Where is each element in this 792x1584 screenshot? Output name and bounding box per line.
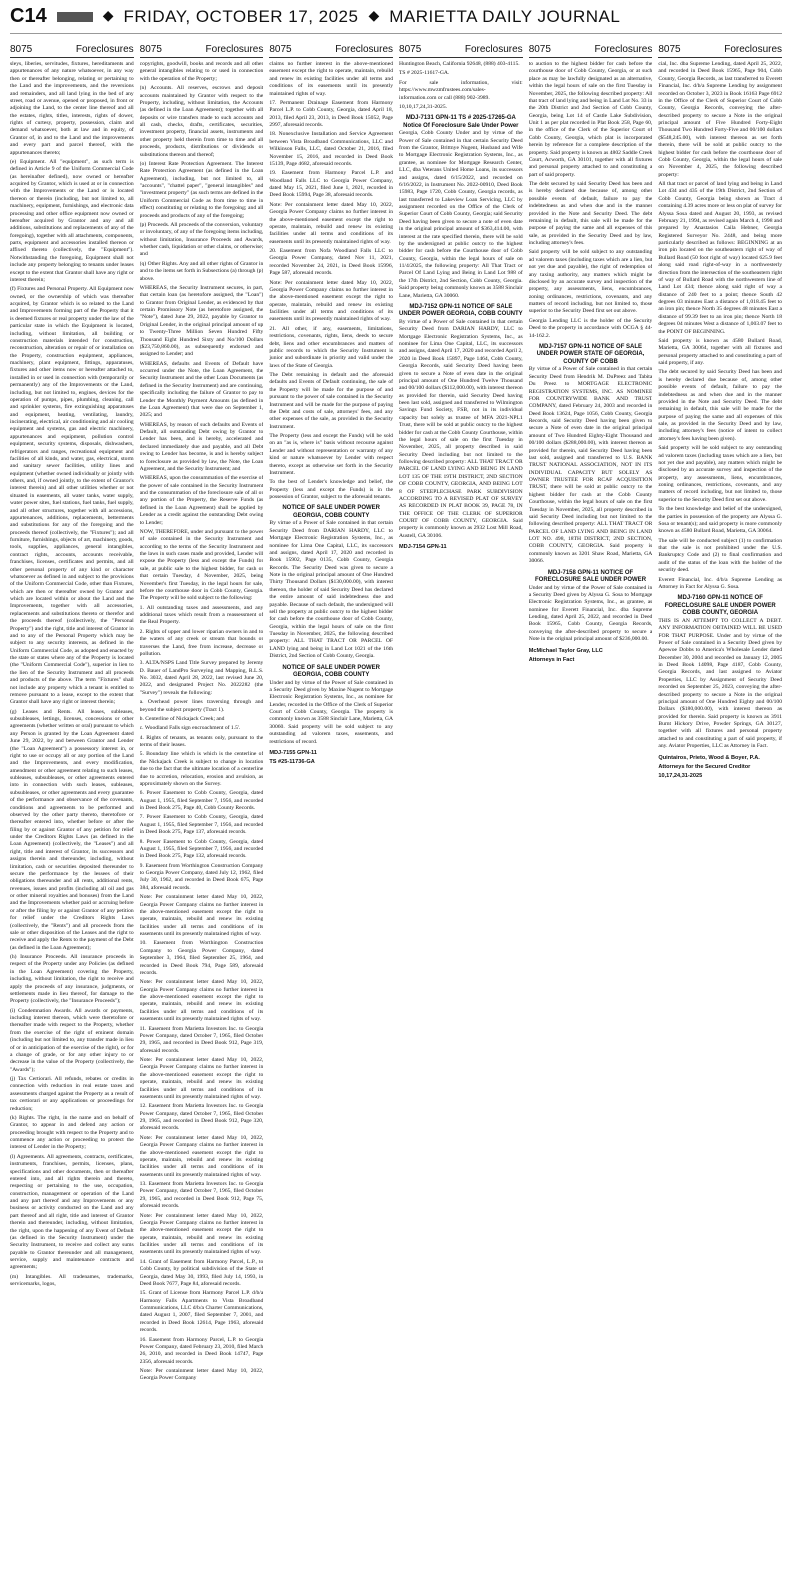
header-separator-right: ◆	[368, 9, 380, 24]
legal-paragraph: to auction to the highest bidder for cash before the courthouse door of Cobb County, Georgia, or at such place as may be lawfully designated as an alternative, within the legal hours of sale on the first Tuesday in November, 2025, the following described property: All that tract of land lying and being in Land Lot No. 33 in the 20th District and 2nd Section of Cobb County, Georgia, being Lot 14 of Castle Lake Subdivision, Unit 1 as per plat recorded in Plat Book 258, Page 60, in the office of the Clerk of the Superior Court of Cobb County, Georgia, which plat is incorporated herein by reference for a complete description of the property. Said property is known as 4802 Saddle Creek Court, Acworth, GA 30101, together with all fixtures and personal property attached to and constituting a part of said property.	[528, 61, 653, 178]
legal-paragraph: Said property will be sold subject to any outstanding ad valorem taxes (including taxes which are a lien, but not yet due and payable), the right of redemption of any taxing authority, any matters which might be disclosed by an accurate survey and inspection of the property, any assessments, liens, encumbrances, zoning ordinances, restrictions, covenants, and any matters of record including, but not limited to, those superior to the Security Deed first set out above.	[528, 249, 653, 315]
legal-paragraph: 13. Easement from Marietta Investors Inc. to Georgia Power Company, dated October 7, 1965, filed October 29, 1965, and recorded in Deed Book 912, Page 75, aforesaid records.	[139, 1181, 264, 1210]
legal-paragraph: Everett Financial, Inc. d/b/a Supreme Lending as Attorney in Fact for Alyssa G. Sosa.	[658, 576, 783, 590]
legal-paragraph: 16. Easement from Harmony Parcel, L.P. to Georgia Power Company, dated February 23, 2010, filed March 26, 2010, and recorded in Deed Book 14747, Page 2356, aforesaid records.	[139, 1336, 264, 1365]
page-header	[10, 0, 782, 34]
legal-paragraph: Note: Per containment letter dated May 10, 2022, Georgia Power Company claims no further interest in the above-mentioned easement except the right to operate, maintain, rebuild and renew its existing facilities under all terms and conditions of its easements until its presently maintained rights of way.	[139, 1212, 264, 1256]
legal-paragraph: Said property is known as 4580 Bullard Road, Marietta, GA 30064, together with all fixtures and personal property attached to and constituting a part of said property, if any.	[658, 337, 783, 366]
legal-paragraph: Huntington Beach, California 92648, (888) 403-4115.	[399, 61, 520, 67]
column-header	[658, 44, 782, 58]
column-header	[140, 44, 264, 58]
legal-paragraph: c. Woodland Falls sign encroachment of 1.5'.	[139, 725, 241, 732]
notice-heading: MDJ-7157 GPN-11 NOTICE OF SALE UNDER POWER STATE OF GEORGIA, COUNTY OF COBB	[536, 343, 645, 365]
notice-heading: MDJ-7152 GPN-11 NOTICE OF SALE UNDER POWER GEORGIA, COBB COUNTY	[399, 303, 523, 318]
legal-paragraph: Note: Per containment letter dated May 10, 2022, Georgia Power Company	[139, 1368, 264, 1382]
notice-heading: MDJ-7158 GPN-11 NOTICE OF FORECLOSURE SALE UNDER POWER	[535, 569, 647, 583]
legal-paragraph: copyrights, goodwill, books and records and all other general intangibles relating to or used in connection with the operation of the Property;	[139, 61, 264, 82]
legal-paragraph: Georgia Lending LLC is the holder of the Security Deed to the property in accordance with OCGA § 44-14-162.2.	[528, 317, 653, 339]
legal-paragraph: 21. All other, if any, easements, limitations, restrictions, covenants, rights, liens, deeds to secure debt, liens and other encumbrances and matters of public records to which the Security Instrument is junior and subordinate in priority and valid under the laws of the State of Georgia.	[269, 325, 394, 369]
legal-paragraph: 20. Easement from Nofa Woodland Falls LLC to Georgia Power Company, dated Nov 11, 2021, recorded November 24, 2021, in Deed Book 15996, Page 587, aforesaid records.	[269, 248, 394, 277]
notice-body: Georgia, Cobb County Under and by virtue of the Power of Sale contained in that certain Security Deed from the Grantor, Brittnye Nugent, Husband and Wife to Mortgage Electronic Registration Systems, Inc., as grantee, as nominee for Mortgage Research Center, LLC, dba Veterans United Home Loans, its successors and assigns, dated 6/15/2022, and recorded on 6/16/2022, in Instrument No. 2022-00910, Deed Book 15983, Page 1720, Cobb County, Georgia records, as last transferred to Lakeview Loan Servicing, LLC by assignment recorded on the Office of the Clerk of Superior Court of Cobb County, Georgia; said Security Deed having been given to secure a note of even date in the original principal amount of $363,414.00, with interest at the rate specified therein, there will be sold by the undersigned at public outcry to the highest bidder for cash before the Courthouse door of Cobb County, Georgia, within the legal hours of sale on 11/4/2025, the following property: All That Tract or Parcel Of Land Lying and Being in Land Lot 988 of the 17th District, 2nd Section, Cobb County, Georgia. Said property being commonly known as 3588 Sinclair Lane, Marietta, GA 30060.	[399, 130, 523, 299]
column-body	[140, 61, 264, 1383]
notice-reference: McMichael Taylor Gray, LLC	[528, 647, 603, 654]
legal-notice	[529, 570, 653, 644]
column	[269, 44, 393, 1572]
column-header	[10, 44, 134, 58]
legal-paragraph: The Debt remaining in default and the aforesaid defaults and Events of Default continuing, the sale of the Property will be made for the purpose of and pursuant to the power of sale contained in the Security Instrument and will be made for the purpose of paying the Debt and costs of sale, attorneys' fees, and any other expenses of the sale, as provided in the Security Instrument.	[269, 372, 394, 430]
column-header	[529, 44, 653, 58]
legal-paragraph: sleys, liberies, servitudes, fixtures, hereditaments and appurtenances of any nature whatsoever, in any way then or thereafter belonging, relating or pertaining to the Land and the improvements, and the reversions and remainders, and all land lying in the bed of any street, road or avenue, opened or proposed, in front or adjoining the Land, to the center line thereof and all the estates, rights, titles, interests, rights of dower, rights of curtesy, property, possession, claim and demand whatsoever, both at law and in equity, of Grantor of, in and to the Land and the improvements and every part and parcel thereof, with the appurtenances thereto;	[10, 61, 134, 156]
legal-notice	[399, 115, 523, 300]
legal-paragraph: Note: Per containment letter dated May 10, 2022, Georgia Power Company claims no further interest in the above-mentioned easement except the right to operate, maintain, rebuild and renew its existing facilities under all terms and conditions of its easements until its presently maintained rights of way.	[139, 979, 264, 1023]
legal-paragraph: All that tract or parcel of land lying and being in Land Lot 434 and 435 of the 19th District, 2nd Section of Cobb County, Georgia being shown as Tract 4 containing 4.39 acres more or less on plat of survey for Alyssa Sosa dated and August 20, 1993, as revised February 21, 1994, as revised again March 4, 1998 and prepared by Anastasios Caila Hebner, Georgia Registered Surveyor No. 2448, and being more particularly described as follows: BEGINNING at an iron pin located on the southeastern right of way of Bullard Road (50 foot right of way) located 625.9 feet along said road right-of-way in a northwesterly direction from the intersection of the southeastern right of way of Bullard Road with the northwestern line of Land Lot 434; thence along said right of way a distance of 240 feet to a point; thence South 42 degrees 03 minutes East a distance of 1,018.45 feet to an iron pin; thence North 35 degrees 48 minutes East a distance of 99.39 feet to an iron pin; thence North 18 degrees 04 minutes West a distance of 1,003.07 feet to the POINT OF BEGINNING.	[658, 181, 783, 335]
category-code: 8075	[528, 44, 551, 55]
column	[10, 44, 134, 1572]
legal-paragraph: The debt secured by said Security Deed has been and is hereby declared due because of, among other possible events of default, failure to pay the indebtedness as and when due and in the manner provided in the Note and Security Deed. The debt remaining in default, this sale will be made for the purpose of paying the same and all expenses of this sale, as provided in the Security Deed and by law, including attorney's fees.	[528, 181, 653, 246]
legal-paragraph: 8. Power Easement to Cobb County, Georgia, dated August 1, 1955, filed September 7, 1956, and recorded in Deed Book 275, Page 132, aforesaid records.	[139, 838, 264, 860]
legal-paragraph: claims no further interest in the above-mentioned easement except the right to operate, maintain, rebuild and renew its existing facilities under all terms and conditions of its easements until its presently maintained rights of way.	[269, 61, 394, 97]
legal-paragraph: (k) Rights. The right, in the name and on behalf of Grantor, to appear in and defend any action or proceeding brought with respect to the Property and to commence any action or proceeding to protect the interest of Lender in the Property;	[10, 1114, 134, 1151]
notice-body: Under and by virtue of the Power of Sale contained in a Security Deed given by Alyssa G. Sosa to Mortgage Electronic Registration Systems, Inc., as grantee, as nominee for Everett Financial, Inc. dba Supreme Lending, dated April 25, 2022, and recorded in Deed Book 15965, Cobb County, Georgia Records, conveying the after-described property to secure a Note in the original principal amount of $236,000.00.	[528, 584, 653, 643]
publication-name: MARIETTA DAILY JOURNAL	[389, 6, 621, 26]
notice-reference: MDJ-7154 GPN-11	[399, 544, 447, 551]
legal-paragraph: (f) Fixtures and Personal Property. All Equipment now owned, or the ownership of which was thereafter acquired, by Grantor which is so related to the Land and Improvements forming part of the Property that it is deemed fixtures or real property under the law of the particular state in which the Equipment is located, including, without limitation, all building or construction materials intended for construction, reconstruction, alteration or repair of or installation on the Property, construction equipment, appliances, machinery, plant equipment, fittings, apparatuses, fixtures and other items now or hereafter attached to, installed in or used in connection with (temporarily or permanently) any of the Improvements or the Land, including, but not limited to, engines, devices for the operation of pumps, pipes, plumbing, cleaning, call and sprinkler systems, fire extinguishing apparatuses and equipment, heating, ventilating, laundry, incinerating, electrical, air conditioning and air cooling equipment and systems, gas and electric machinery, appurtenances and equipment, pollution control equipment, security systems, disposals, dishwashers, refrigerators and ranges, recreational equipment and facilities of all kinds, and water, gas, electrical, storm and sanitary sewer facilities, utility lines and equipment (whether owned individually or jointly with others, and, if owned jointly, to the extent of Grantor's interest therein) and all other utilities whether or not situated in easements, all water tanks, water supply, water power sites, fuel stations, fuel tanks, fuel supply, and all other structures, together with all accessions, appurtenances, additions, replacements, betterments and substitutions for any of the foregoing and the proceeds thereof (collectively, the "Fixtures"); and all furniture, furnishings, objects of art, machinery, goods, tools, supplies, appliances, general intangibles, contract rights, accounts, accounts receivable, franchises, licenses, certificates and permits, and all other personal property of any kind or character whatsoever as defined in and subject to the provisions of the Uniform Commercial Code, other than Fixtures, which are then or thereafter owned by Grantor and which are located within or about the Land and the Improvements, together with all accessories, replacements and substitutions thereto or therefor and the proceeds thereof (collectively, the "Personal Property") and the right, title and interest of Grantor in and to any of the Personal Property which may be subject to any security interests, as defined in the Uniform Commercial Code, as adopted and enacted by the state or states where any of the Property is located (the "Uniform Commercial Code"), superior in lien to the lien of the Security Instrument and all proceeds and products of the above. The term "Fixtures" shall not include any property which a tenant is entitled to remove pursuant to a lease, except to the extent that Grantor shall have any right or interest therein;	[10, 286, 134, 706]
notice-heading: MDJ-7131 GPN-11 TS # 2025-17265-GA Notice Of Foreclosure Sale Under Power	[403, 115, 519, 129]
notice-body: By virtue of a Power of Sale contained in that certain Security Deed from DARIAN HARDY, LLC to Mortgage Electronic Registration Systems, Inc., as nominee for Lima One Capital, LLC, its successors and assigns, dated April 17, 2020 and recorded in Book 15902, Page 0135, Cobb County, Georgia Records. The Security Deed was given to secure a Note in the original principal amount of One Hundred Thirty Thousand Dollars ($130,000.00), with interest thereon, the holder of said Security Deed has declared the entire amount of said indebtedness due and payable. Because of such default, the undersigned will sell the property at public outcry to the highest bidder for cash before the courthouse door of Cobb County, Georgia, within the legal hours of sale on the first Tuesday in November, 2025, the following described property: ALL THAT TRACT OR PARCEL OF LAND lying and being in Land Lot 1021 of the 16th District, 2nd Section of Cobb County, Georgia.	[269, 520, 394, 660]
notice-reference: MDJ-7155 GPN-11	[269, 749, 317, 756]
column-header	[269, 44, 393, 58]
legal-paragraph: Note: Per containment letter dated May 10, 2022, Georgia Power Company claims no further interest in the above-mentioned easement except the right to operate, maintain, rebuild and renew its existing facilities under all terms and conditions of its easements until its presently maintained rights of way.	[139, 1134, 264, 1178]
legal-notice	[399, 304, 523, 540]
legal-paragraph: To the best of Lender's knowledge and belief, the Property (less and except the Funds) is in the possession of Grantor, subject to the aforesaid tenants.	[269, 479, 394, 500]
legal-paragraph: (o) Interest Rate Protection Agreement. The Interest Rate Protection Agreement (as defined in the Loan Agreement), including, but not limited to, all "accounts", "chattel paper", "general intangibles" and "investment property" (as such terms are defined in the Uniform Commercial Code as from time to time in effect) constituting or relating to the foregoing; and all proceeds and products of any of the foregoing;	[139, 160, 264, 219]
notice-reference: Attorneys in Fact	[528, 656, 575, 663]
notice-reference: Attorneys for the Secured Creditor	[658, 763, 751, 770]
legal-paragraph: b. Centerline of Nickajack Creek; and	[139, 715, 225, 722]
category-name: Foreclosures	[335, 44, 394, 55]
header-rule	[57, 12, 93, 22]
notice-reference: 10,17,24,31-2025	[658, 773, 703, 780]
legal-paragraph: 5. Boundary line which is which is the centerline of the Nickajack Creek is subject to change in location due to the fact that the ultimate location of a centerline due to accretion, relocation, erosion and avulsion, as approximately shown on the Survey.	[139, 751, 264, 787]
legal-paragraph: 7. Power Easement to Cobb County, Georgia, dated August 1, 1955, filed September 7, 1956, and recorded in Deed Book 275, Page 137, aforesaid records.	[139, 814, 264, 836]
legal-paragraph: WHEREAS, upon the consummation of the exercise of the power of sale contained in the Security Instrument and the consummation of the foreclosure sale of all or any portion of the Property, the Reserve Funds (as defined in the Loan Agreement) shall be applied by Lender as a credit against the outstanding Debt owing to Lender;	[139, 475, 264, 526]
legal-paragraph: NOW, THEREFORE, under and pursuant to the power of sale contained in the Security Instrument and according to the terms of the Security Instrument and the laws in such cases made and provided, Lender will expose the Property (less and except the Funds) for sale, at public sale to the highest bidder, for cash or that certain Tuesday, 4 November, 2025, being November's first Tuesday, in the legal hours for sale, before the courthouse door in Cobb County, Georgia. The Property will be sold subject to the following:	[139, 528, 264, 602]
column-body	[529, 61, 653, 664]
legal-paragraph: 9. Easement from Worthington Construction Company to Georgia Power Company, dated July 12, 1962, filed July 30, 1962, and recorded in Deed Book 675, Page 384, aforesaid records.	[139, 862, 264, 891]
page-number: C14	[10, 5, 47, 27]
legal-paragraph: 10,10,17,24,31-2025.	[399, 103, 448, 110]
legal-paragraph: (q) Other Rights. Any and all other rights of Grantor in and to the items set forth in Subsections (a) through (p) above.	[139, 260, 264, 282]
column-body	[269, 61, 393, 767]
legal-paragraph: 11. Easement from Marietta Investors Inc. to Georgia Power Company, dated October 7, 1965, filed October 29, 1965, and recorded in Deed Book 912, Page 319, aforesaid records.	[139, 1025, 264, 1054]
notice-body: Under and by virtue of the Power of Sale contained in a Security Deed given by Maxine Nugent to Mortgage Electronic Registration Systems, Inc., as nominee for Lender, recorded in the Office of the Clerk of Superior Court of Cobb County, Georgia. The property is commonly known as 3588 Sinclair Lane, Marietta, GA 30060. Said property will be sold subject to any outstanding ad valorem taxes, easements, and restrictions of record.	[269, 679, 394, 745]
legal-paragraph: WHEREAS, the Security Instrument secures, in part, that certain loan (as heretofore assigned, the "Loan") to Grantor from Original Lender, as evidenced by that certain Promissory Note (as heretofore assigned, the "Note"), dated June 29, 2022, payable by Grantor to Original Lender, in the original principal amount of up to Twenty-Three Million Seven Hundred Fifty Thousand Eight Hundred Sixty and No/100 Dollars ($23,750,860.00), as subsequently endorsed and assigned to Lender; and	[139, 284, 264, 358]
legal-paragraph: (g) Leases and Rents. All leases, subleases, subsubleases, lettings, licenses, concessions or other agreements (whether written or oral) pursuant to which any Person is granted by the Loan Agreement dated June 29, 2022, by and between Grantor and Lender (the "Loan Agreement") a possessory interest in, or right to use or occupy all or any portion of the Land and the Improvements, and every modification, amendment or other agreement relating to such leases, subleases, subsubleases, or other agreements entered into in connection with such leases, subleases, subsubleases, or other agreements and every guarantee of the performance and observance of the covenants, conditions and agreements to be performed and observed by the other party thereto, theretofore or thereafter entered into, whether before or after the filing by or against Grantor of any petition for relief under the Creditors Rights Laws (as defined in the Loan Agreement) (collectively, the "Leases") and all right, title and interest of Grantor, its successors and assigns therein and thereunder, including, without limitation, cash or securities deposited thereunder to secure the performance by the lessees of their obligations thereunder and all rents, additional rents, revenues, issues and profits (including all oil and gas or other mineral royalties and bonuses) from the Land and the Improvements whether paid or accruing before or after the filing by or against Grantor of any petition for relief under the Creditors Rights Laws (collectively, the "Rents") and all proceeds from the sale or other disposition of the Leases and the right to receive and apply the Rents to the payment of the Debt (as defined in the Loan Agreement);	[10, 708, 134, 951]
legal-paragraph: Note: Per containment letter dated May 10, 2022, Georgia Power Company claims no further interest in the above-mentioned easement except the right to operate, maintain, rebuild and renew its existing facilities under all terms and conditions of its easements until its presently maintained rights of way.	[269, 279, 394, 323]
legal-paragraph: (i) Condemnation Awards. All awards or payments, including interest thereon, which were theretofore or thereafter made with respect to the Property, whether from the exercise of the right of eminent domain (including but not limited to, any transfer made in lieu of or in anticipation of the exercise of the right), or for a change of grade, or for any other injury to or decrease in the value of the Property (collectively, the "Awards");	[10, 1007, 134, 1073]
legal-paragraph: 12. Easement from Marietta Investors Inc. to Georgia Power Company, dated October 7, 1965, filed October 29, 1965, and recorded in Deed Book 912, Page 320, aforesaid records.	[139, 1103, 264, 1132]
category-code: 8075	[10, 44, 33, 55]
notice-reference: Quintairos, Prieto, Wood & Boyer, P.A.	[658, 754, 760, 761]
category-name: Foreclosures	[594, 44, 653, 55]
header-separator-left: ◆	[102, 9, 114, 24]
notice-body: By virtue of a Power of Sale contained in that certain Security Deed from DARIAN HARDY, LLC to Mortgage Electronic Registration Systems, Inc., as nominee for Lima One Capital, LLC, its successors and assigns, dated April 17, 2020 and recorded April 2, 2020 in Deed Book 15897, Page 1464, Cobb County, Georgia Records, said Security Deed having been given to secure a Note of even date in the original principal amount of One Hundred Twelve Thousand and 00/100 dollars ($112,000.00), with interest thereon as provided for therein, said Security Deed having been last sold, assigned and transferred to Wilmington Savings Fund Society, FSB, not in its individual capacity but solely as trustee of MFA 2021-NPL1 Trust, there will be sold at public outcry to the highest bidder for cash at the Cobb County Courthouse, within the legal hours of sale on the first Tuesday in November, 2025, all property described in said Security Deed including but not limited to the following described property: ALL THAT TRACT OR PARCEL OF LAND LYING AND BEING IN LAND LOT 135 OF THE 19TH DISTRICT, 2ND SECTION OF COBB COUNTY, GEORGIA, AND BEING LOT 8 OF STEEPLECHASE PARK SUBDIVISION ACCORDING TO A REVISED PLAT OF SURVEY AS RECORDED IN PLAT BOOK 39, PAGE 78, IN THE OFFICE OF THE CLERK OF SUPERIOR COURT OF COBB COUNTY, GEORGIA. Said property is commonly known as 2932 Lost Mill Road, Austell, GA 30106.	[399, 318, 523, 539]
legal-paragraph: For sale information, visit: https://www.mwzmfrustees.com/sales-information.com or call (888) 902-3989.	[399, 79, 523, 101]
column	[658, 44, 782, 1572]
legal-notice	[658, 595, 782, 750]
category-name: Foreclosures	[464, 44, 523, 55]
legal-paragraph: 14. Grant of Easement from Harmony Parcel, L.P., to Cobb County, by political subdivision of the State of Georgia, dated May 30, 1993, filed July 14, 1993, in Deed Book 7677, Page 84, aforesaid records.	[139, 1258, 264, 1287]
legal-paragraph: Said property will be sold subject to any outstanding ad valorem taxes (including taxes which are a lien, but not yet due and payable), any matters which might be disclosed by an accurate survey and inspection of the property, any assessments, liens, encumbrances, zoning ordinances, restrictions, covenants, and any matters of record including, but not limited to, those superior to the Security Deed first set out above.	[658, 445, 783, 503]
category-code: 8075	[269, 44, 292, 55]
legal-paragraph: The sale will be conducted subject (1) to confirmation that the sale is not prohibited under the U.S. Bankruptcy Code and (2) to final confirmation and audit of the status of the loan with the holder of the security deed.	[658, 537, 783, 574]
category-name: Foreclosures	[724, 44, 783, 55]
column	[399, 44, 523, 1572]
notice-heading: NOTICE OF SALE UNDER POWER GEORGIA, COBB COUNTY	[282, 505, 381, 519]
legal-paragraph: 15. Grant of License from Harmony Parcel L.P. d/b/a Harmony Falls Apartments to Vista Broadband Communications, LLC d/b/a Charter Communications, dated August 1, 2007, filed September 7, 2001, and recorded in Deed Book 12614, Page 1963, aforesaid records.	[139, 1290, 264, 1334]
legal-paragraph: WHEREAS, by reason of such defaults and Events of Default, all outstanding Debt owing by Grantor to Lender has been, and is hereby, accelerated and declared immediately due and payable, and all Debt owing to Lender has become, is and is hereby subject to foreclosure as provided by law, the Note, the Loan Agreement, and the Security Instrument; and	[139, 421, 264, 472]
legal-paragraph: 3. ALTA/NSPS Land Title Survey prepared by Jeremy D. Bauer of LandPro Surveying and Mapping, R.L.S. No. 3032, dated April 28, 2022, last revised June 20, 2022, and designated Project No. 2022282 (the "Survey") reveals the following:	[139, 660, 264, 696]
publication-date: FRIDAY, OCTOBER 17, 2025	[123, 6, 359, 26]
column-body	[399, 61, 523, 552]
legal-paragraph: (l) Agreements. All agreements, contracts, certificates, instruments, franchises, permits, licenses, plans, specifications and other documents, then or thereafter entered into, and all rights therein and thereto, respecting or pertaining to the use, occupation, construction, management or operation of the Land and any part thereof and any Improvements or any business or activity conducted on the Land and any part thereof and all right, title and interest of Grantor therein and thereunder, including, without limitation, the right, upon the happening of any Event of Default (as defined in the Security Instrument) under the Security Instrument, to receive and collect any sums payable to Grantor thereunder and all management, service, supply and maintenance contracts and agreements;	[10, 1153, 134, 1271]
legal-paragraph: (j) Tax Certiorari. All refunds, rebates or credits in connection with reduction in real estate taxes and assessments charged against the Property as a result of tax certiorari or any applications or proceedings for reduction;	[10, 1076, 134, 1112]
legal-paragraph: 1. All outstanding taxes and assessments, and any additional taxes which result from a reassessment of the Real Property.	[139, 604, 264, 626]
category-name: Foreclosures	[75, 44, 134, 55]
legal-notice	[269, 665, 393, 746]
legal-paragraph: (n) Accounts. All reserves, escrows and deposit accounts maintained by Grantor with respect to the Property, including, without limitation, the Accounts (as defined in the Loan Agreement); together with all deposits or wire transfers made to such accounts and all cash, checks, drafts, certificates, securities, investment property, financial assets, instruments and other property held therein from time to time and all proceeds, products, distributions or dividends or substitutions thereon and thereof;	[139, 85, 264, 158]
legal-paragraph: WHEREAS, defaults and Events of Default have occurred under the Note, the Loan Agreement, the Security Instrument and the other Loan Documents (as defined in the Security Instrument) and are continuing, specifically including the failure of Grantor to pay to Lender the Monthly Payment Amounts (as defined in the Loan Agreement) that were due on September 1, 2025; and	[139, 360, 264, 419]
legal-paragraph: a. Overhead power lines traversing through and beyond the subject property (Tract 1).	[139, 699, 264, 713]
notice-heading: MDJ-7160 GPN-11 NOTICE OF FORECLOSURE SALE UNDER POWER COBB COUNTY, GEORGIA	[664, 595, 776, 617]
legal-paragraph: 2. Rights of upper and lower riparian owners in and to the waters of any creek or stream that bounds or traverses the Land, free from increase, decrease or pollution.	[139, 628, 264, 657]
legal-paragraph: 4. Rights of tenants, as tenants only, pursuant to the terms of their leases.	[139, 734, 264, 748]
legal-paragraph: Note: Per containment letter dated May 10, 2022, Georgia Power Company claims no further interest in the above-mentioned easement except the right to operate, maintain, rebuild and renew its existing facilities under all terms and conditions of its easements until its presently maintained rights of way.	[269, 201, 394, 245]
legal-paragraph: Note: Per containment letter dated May 10, 2022, Georgia Power Company claims no further interest in the above-mentioned easement except the right to operate, maintain, rebuild and renew its existing facilities under all terms and conditions of its easements until its presently maintained rights of way.	[139, 894, 264, 937]
legal-paragraph: (p) Proceeds. All proceeds of the conversion, voluntary or involuntary, of any of the foregoing items including, without limitation, Insurance Proceeds and Awards, whether cash, liquidation or other claims, or otherwise; and	[139, 221, 264, 258]
column	[140, 44, 264, 1572]
column-body	[10, 61, 134, 1289]
legal-paragraph: 10. Easement from Worthington Construction Company to Georgia Power Company, dated September 3, 1964, filed September 25, 1964, and recorded in Deed Book 794, Page 589, aforesaid records.	[139, 940, 264, 976]
legal-paragraph: Note: Per containment letter dated May 10, 2022, Georgia Power Company claims no further interest in the above-mentioned easement except the right to operate, maintain, rebuild and renew its existing facilities under all terms and conditions of its easements until its presently maintained rights of way.	[139, 1057, 264, 1100]
legal-paragraph: 6. Power Easement to Cobb County, Georgia, dated August 1, 1955, filed September 7, 1956, and recorded in Deed Book 275, Page 40, Cobb County Records.	[139, 790, 264, 811]
legal-paragraph: TS # 2025-11617-GA.	[399, 70, 450, 77]
legal-notice	[269, 505, 393, 660]
legal-paragraph: cial, Inc. dba Supreme Lending, dated April 25, 2022, and recorded in Deed Book 15965, Page 904, Cobb County, Georgia Records, as last transferred to Everett Financial, Inc. d/b/a Supreme Lending by assignment recorded on October 3, 2023 in Book 16163 Page 6912 in the Office of the Clerk of Superior Court of Cobb County, Georgia Records, conveying the after-described property to secure a Note in the original principal amount of Five Hundred Forty-Eight Thousand Two Hundred Forty-Five and 00/100 dollars ($548,245.00), with interest thereon as set forth therein, there will be sold at public outcry to the highest bidder for cash before the courthouse door of Cobb County, Georgia, within the legal hours of sale on November 4, 2025, the following described property:	[658, 61, 783, 178]
legal-paragraph: The Property (less and except the Funds) will be sold on an "as is, where is" basis without recourse against Lender and without representation or warranty of any kind or nature whatsoever by Lender with respect thereto, except as otherwise set forth in the Security Instrument.	[269, 433, 394, 476]
legal-notice	[529, 344, 653, 566]
legal-paragraph: 19. Easement from Harmony Parcel L.P. and Woodland Falls LLC to Georgia Power Company, dated May 15, 2021, filed June 1, 2021, recorded in Deed Book 15994, Page 38, aforesaid records.	[269, 170, 394, 199]
legal-paragraph: 17. Permanent Drainage Easement from Harmony Parcel L.P. to Cobb County, Georgia, dated April 18, 2013, filed April 23, 2013, in Deed Book 15052, Page 2997, aforesaid records.	[269, 99, 394, 128]
legal-paragraph: (h) Insurance Proceeds. All insurance proceeds in respect of the Property under any Policies (as defined in the Loan Agreement) covering the Property, including, without limitation, the right to receive and apply the proceeds of any insurance, judgments, or settlements made in lieu thereof, for damage to the Property (collectively, the "Insurance Proceeds");	[10, 954, 134, 1005]
classified-columns	[10, 44, 782, 1572]
legal-paragraph: The debt secured by said Security Deed has been and is hereby declared due because of, among other possible events of default, failure to pay the indebtedness as and when due and in the manner provided in the Note and Security Deed. The debt remaining in default, this sale will be made for the purpose of paying the same and all expenses of this sale, as provided in the Security Deed and by law, including attorney's fees (notice of intent to collect attorney's fees having been given).	[658, 369, 783, 442]
category-code: 8075	[399, 44, 422, 55]
column-header	[399, 44, 523, 58]
legal-paragraph: To the best knowledge and belief of the undersigned, the parties in possession of the property are Alyssa G. Sosa or tenant(s); and said property is more commonly known as 4580 Bullard Road, Marietta, GA 30064.	[658, 506, 783, 535]
notice-heading: NOTICE OF SALE UNDER POWER GEORGIA, COBB COUNTY	[282, 664, 381, 678]
category-code: 8075	[139, 44, 162, 55]
notice-body: By virtue of a Power of Sale contained in that certain Security Deed from Hendrik M. DuPreez and Tabita Du Preez to MORTGAGE ELECTRONIC REGISTRATION SYSTEMS, INC. AS NOMINEE FOR COUNTRYWIDE BANK AND TRUST COMPANY, dated February 24, 2003 and recorded in Deed Book 13624, Page 1056, Cobb County, Georgia Records, said Security Deed having been given to secure a Note of even date in the original principal amount of Two Hundred Eighty-Eight Thousand and 00/100 dollars ($288,000.00), with interest thereon as provided for therein, said Security Deed having been last sold, assigned and transferred to U.S. BANK TRUST NATIONAL ASSOCIATION, NOT IN ITS INDIVIDUAL CAPACITY BUT SOLELY AS OWNER TRUSTEE FOR RCAF ACQUISITION TRUST, there will be sold at public outcry to the highest bidder for cash at the Cobb County Courthouse, within the legal hours of sale on the first Tuesday in November, 2025, all property described in said Security Deed including but not limited to the following described property: ALL THAT TRACT OR PARCEL OF LAND LYING AND BEING IN LAND LOT NO. 498, 18TH DISTRICT, 2ND SECTION, COBB COUNTY, GEORGIA. Said property is commonly known as 3201 Shaw Road, Marietta, GA 30066.	[528, 366, 653, 565]
legal-paragraph: (e) Equipment. All "equipment", as such term is defined in Article 9 of the Uniform Commercial Code (as hereinafter defined), now owned or hereafter acquired by Grantor, which is used at or in connection with the Improvements or the Land or is located thereon or therein (including, but not limited to, all machinery, equipment, furnishings, and electronic data processing and other office equipment now owned or hereafter acquired by Grantor and any and all additions, substitutions and replacements of any of the foregoing), together with all attachments, components, parts, equipment and accessories installed thereon or affixed thereto (collectively, the "Equipment"). Notwithstanding the foregoing, Equipment shall not include any property belonging to tenants under leases except to the extent that Grantor shall have any right or interest therein;	[10, 158, 134, 283]
notice-body: THIS IS AN ATTEMPT TO COLLECT A DEBT. ANY INFORMATION OBTAINED WILL BE USED FOR THAT PURPOSE. Under and by virtue of the Power of Sale contained in a Security Deed given by Apewoe Dobbs to America's Wholesale Lender dated December 30, 2004 and recorded on January 12, 2005 in Deed Book 14098, Page 4187, Cobb County, Georgia Records, and last assigned to Aviator Properties, LLC by Assignment of Security Deed recorded on September 25, 2023, conveying the after-described property to secure a Note in the original principal amount of One Hundred Eighty and 00/100 Dollars ($180,000.00), with interest thereon as provided for therein. Said property is known as 3911 Burnt Hickory Drive, Powder Springs, GA 30127, together with all fixtures and personal property attached to and constituting a part of said property, if any. Aviator Properties, LLC as Attorney in Fact.	[658, 617, 783, 750]
category-code: 8075	[658, 44, 681, 55]
legal-paragraph: (m) Intangibles. All tradenames, trademarks, servicemarks, logos,	[10, 1273, 134, 1288]
column-body	[658, 61, 782, 781]
notice-reference: TS #25-11736-GA	[269, 759, 315, 766]
category-name: Foreclosures	[205, 44, 264, 55]
legal-paragraph: 18. Nonexclusive Installation and Service Agreement between Vista Broadband Communications, LLC and Wilkinson Falls, LLC, dated October 21, 2016, filed November 15, 2016, and recorded in Deed Book 15139, Page 4682, aforesaid records.	[269, 131, 394, 167]
column	[529, 44, 653, 1572]
